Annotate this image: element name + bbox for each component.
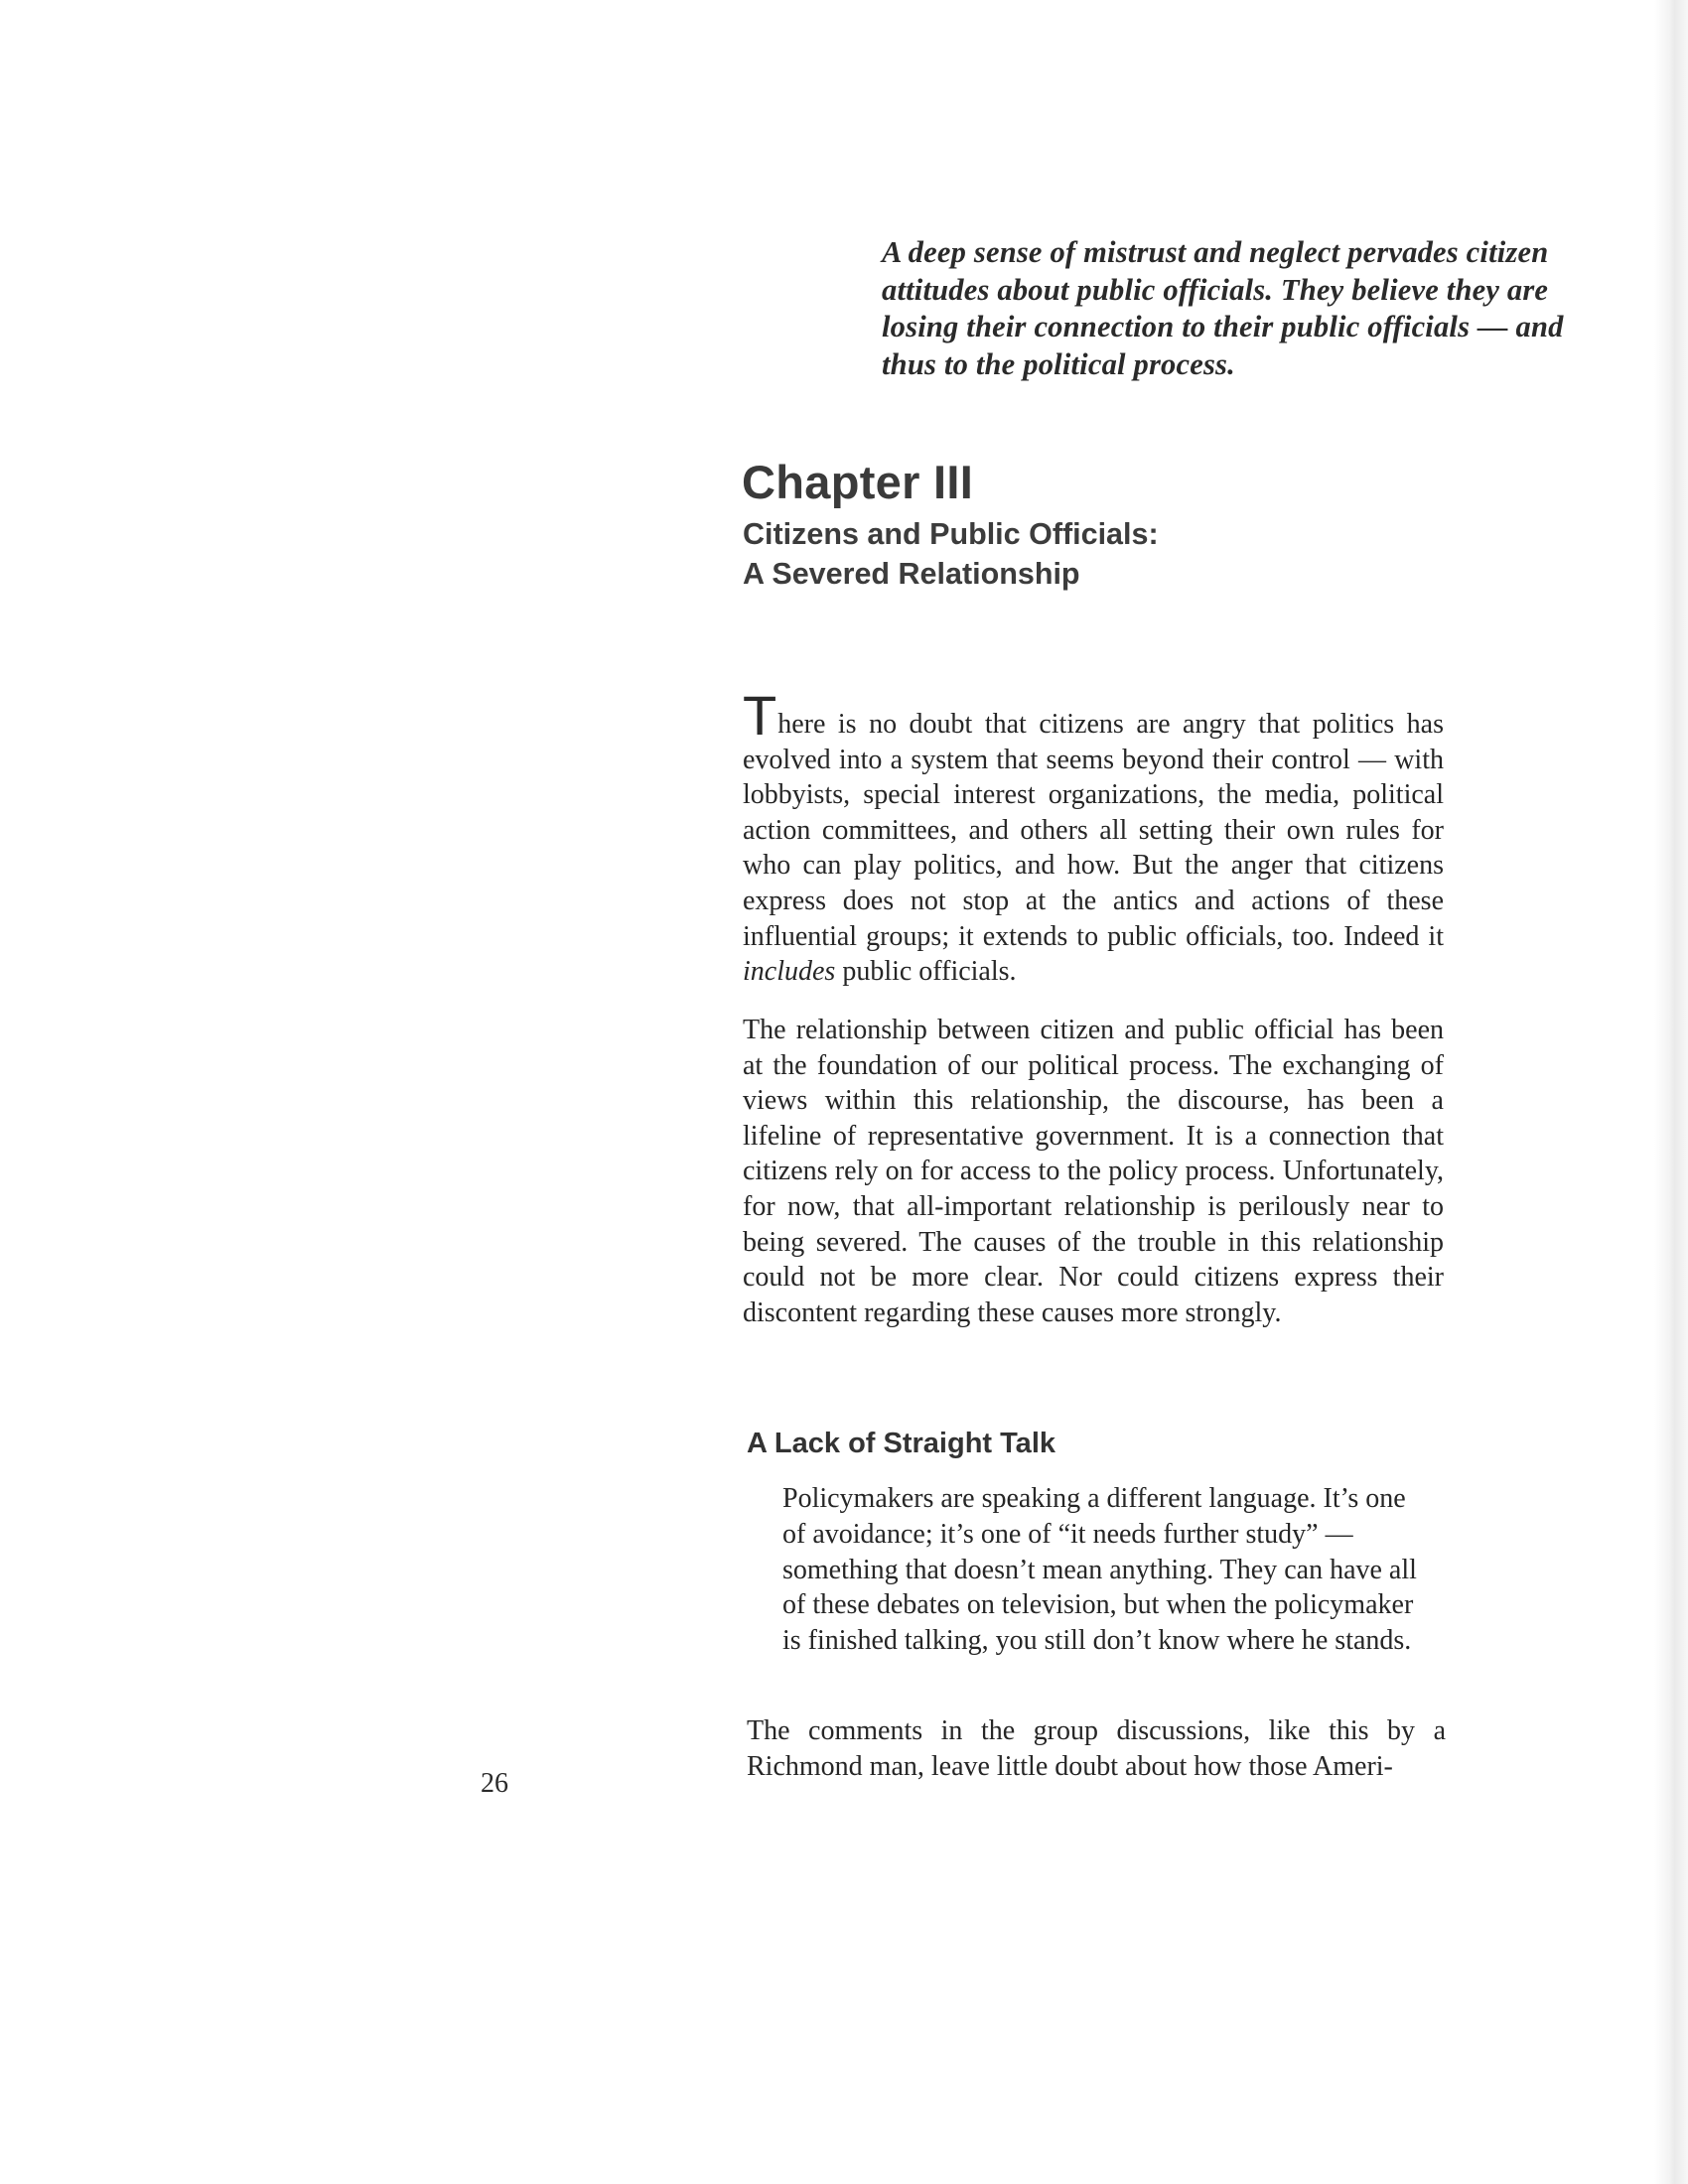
chapter-subtitle: Citizens and Public Officials: A Severed Relationship bbox=[743, 517, 1159, 591]
body-paragraph-comments: The comments in the group discussions, like this by a Richmond man, leave little doubt about how those Ameri- bbox=[747, 1715, 1446, 1782]
opening-paragraph-ending: public officials. bbox=[835, 956, 1017, 988]
block-quote: Policymakers are speaking a different language. It’s one of avoidance; it’s one of “it needs further study” — something that doesn’t mean anything. They can have all of these debates on television, but when the policymaker is finished talking, you still don’t know where he stands. bbox=[782, 1483, 1417, 1657]
opening-paragraph bbox=[743, 684, 1444, 990]
opening-paragraph-text: here is no doubt that citizens are angry that politics has evolved into a system that seems beyond their control — with lobbyists, special interest organizations, the media, political action committees, and others all setting their own rules for who can play politics, and how. But the anger that citizens express does not stop at the antics and actions of these influential groups; it extends to public officials, too. Indeed it bbox=[743, 709, 1444, 952]
page-number: 26 bbox=[481, 1768, 508, 1799]
page-edge-shadow bbox=[1654, 0, 1688, 2184]
chapter-epigraph: A deep sense of mistrust and neglect pervades citizen attitudes about public officials. They believe they are losing their connection to their public officials — and thus to the political process. bbox=[882, 235, 1564, 381]
emphasized-word: includes bbox=[743, 956, 836, 988]
chapter-title: Chapter III bbox=[742, 456, 974, 508]
drop-cap-letter: T bbox=[743, 684, 777, 747]
body-paragraph-relationship: The relationship between citizen and public official has been at the foundation of our political process. The exchanging of views within this relationship, the discourse, has been a lifeline of representative government. It is a connection that citizens rely on for access to the policy process. Unfortunately, for now, that all-important relationship is perilously near to being severed. The causes of the trouble in this relationship could not be more clear. Nor could citizens express their discontent regarding these causes more strongly. bbox=[743, 1015, 1444, 1328]
section-heading: A Lack of Straight Talk bbox=[747, 1428, 1055, 1459]
